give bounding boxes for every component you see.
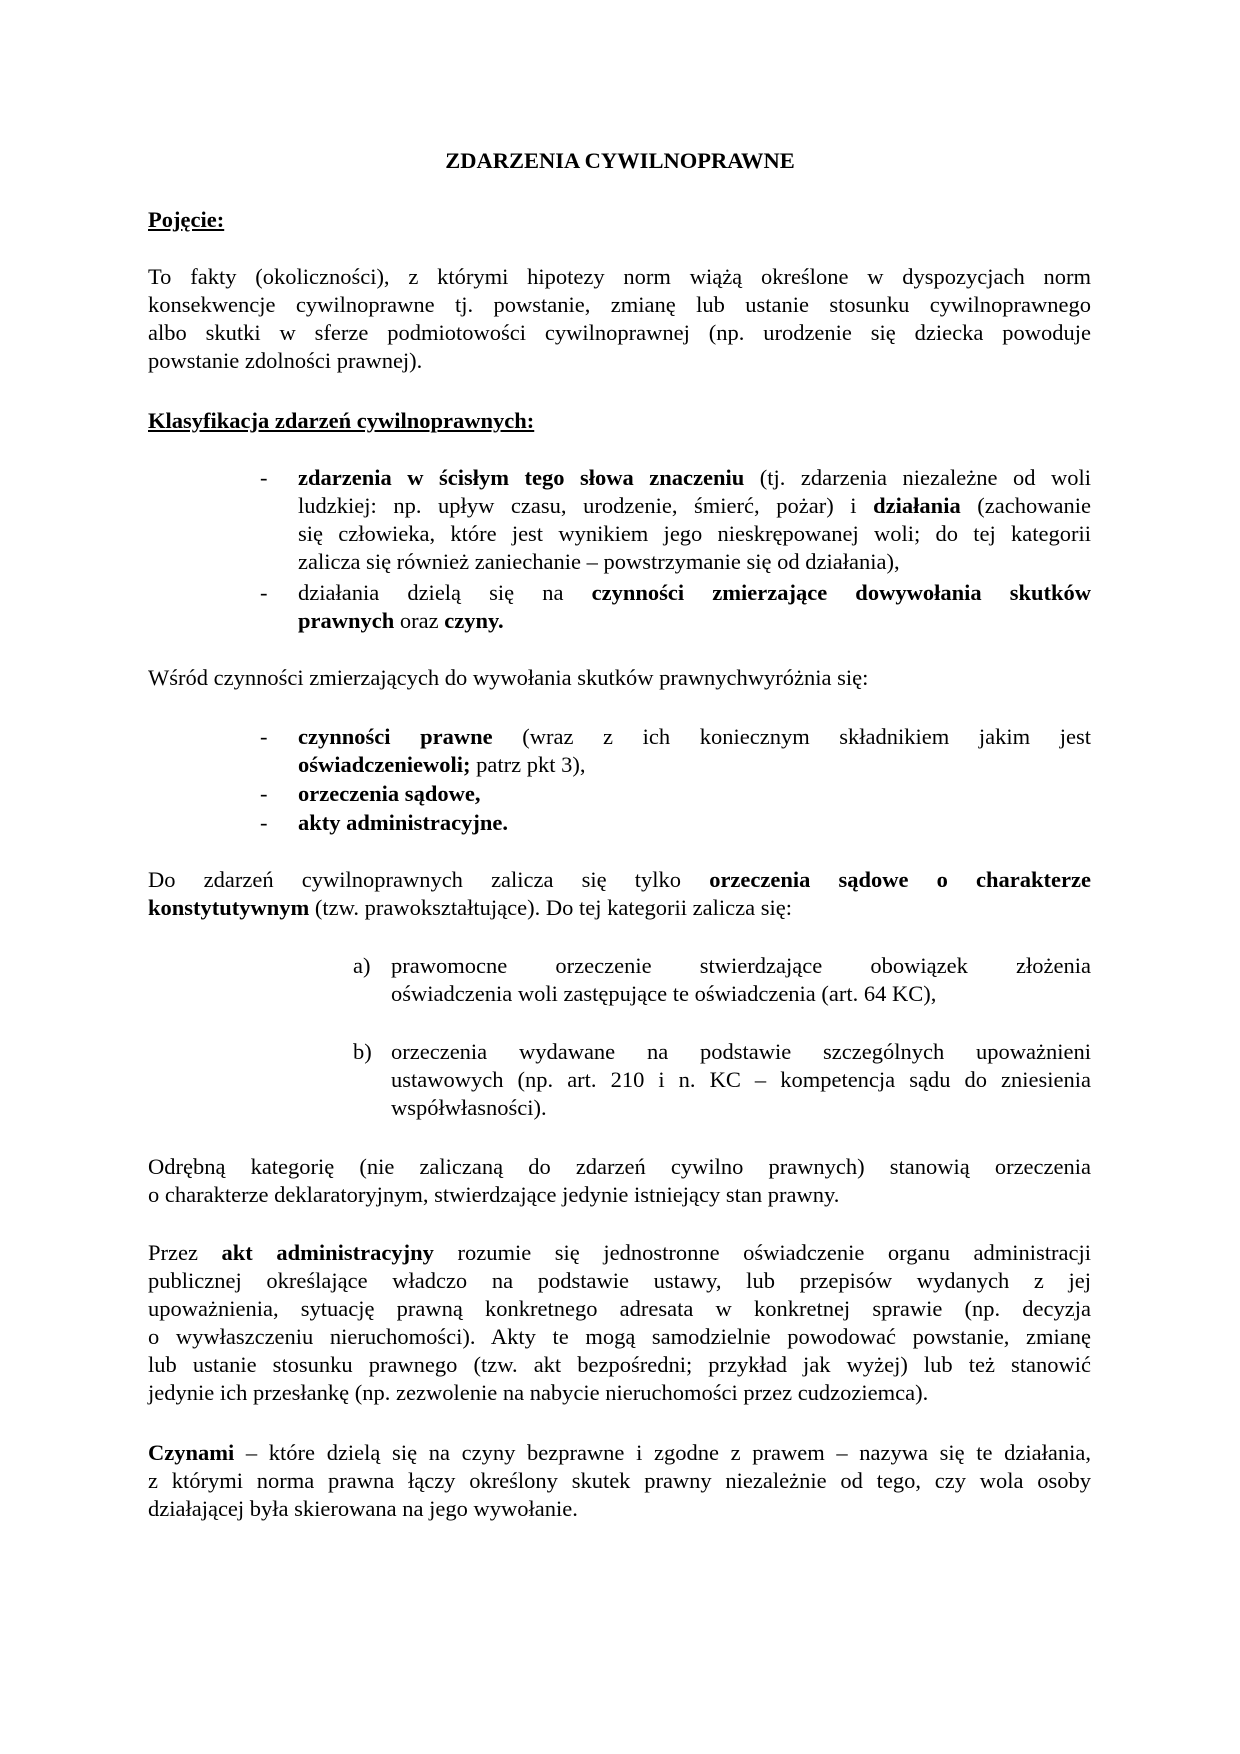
- text: Do zdarzeń cywilnoprawnych zalicza się tylko: [148, 867, 710, 892]
- text-line: [298, 492, 1091, 520]
- document-title: ZDARZENIA CYWILNOPRAWNE: [445, 148, 795, 173]
- bullet-czynnosci-prawne: [298, 723, 1091, 779]
- heading-klasyfikacja: Klasyfikacja zdarzeń cywilnoprawnych:: [148, 408, 535, 433]
- text: rozumie się jednostronne oświadczenie organu administracji: [433, 1240, 1092, 1265]
- text-line: [148, 664, 1091, 692]
- text: działania dzielą się na: [298, 580, 592, 605]
- text-line: [391, 1038, 1091, 1066]
- bullet-orzeczenia: [298, 780, 1091, 808]
- text: Wśród czynności zmierzających do wywołania skutków prawnychwyróżnia się:: [148, 665, 869, 690]
- text-line: [148, 291, 1091, 319]
- paragraph-wsrod: [148, 664, 1091, 692]
- text-line: [298, 607, 1091, 635]
- list-marker-a: a): [353, 953, 371, 978]
- text: oświadczenia woli zastępujące te oświadczenia (art. 64 KC),: [391, 981, 937, 1006]
- bullet-dash: -: [260, 465, 268, 490]
- text-line: [391, 1094, 1091, 1122]
- text: konsekwencje cywilnoprawne tj. powstanie, zmianę lub ustanie stosunku cywilnoprawnego: [148, 292, 1091, 317]
- text-line: [298, 780, 1091, 808]
- bold-text: orzeczenia sądowe,: [298, 781, 481, 806]
- bold-text: Czynami: [148, 1440, 235, 1465]
- paragraph-czyny: [148, 1439, 1091, 1523]
- text: zalicza się również zaniechanie – powstrzymanie się od działania),: [298, 549, 900, 574]
- text: o charakterze deklaratoryjnym, stwierdzające jedynie istniejący stan prawny.: [148, 1182, 840, 1207]
- paragraph-definition: [148, 263, 1091, 375]
- text-line: [298, 520, 1091, 548]
- text-line: [148, 1267, 1091, 1295]
- bullet-dash: -: [260, 810, 268, 835]
- list-marker-b: b): [353, 1039, 372, 1064]
- text: Przez: [148, 1240, 222, 1265]
- text: prawomocne orzeczenie stwierdzające obowiązek złożenia: [391, 953, 1091, 978]
- bold-text: czynności zmierzające dowywołania skutków: [591, 580, 1091, 605]
- text-line: [148, 866, 1091, 894]
- bold-text: czynności prawne: [298, 724, 493, 749]
- text: ustawowych (np. art. 210 i n. KC – kompetencja sądu do zniesienia: [391, 1067, 1091, 1092]
- text-line: [298, 723, 1091, 751]
- text: patrz pkt 3),: [470, 752, 586, 777]
- text-line: [148, 894, 1091, 922]
- text-line: [148, 1495, 1091, 1523]
- text-line: [391, 952, 1091, 980]
- text-line: [148, 1323, 1091, 1351]
- text-line: [148, 1439, 1091, 1467]
- text: działającej była skierowana na jego wywołanie.: [148, 1496, 578, 1521]
- text-line: [391, 980, 1091, 1008]
- bullet-dash: -: [260, 724, 268, 749]
- bullet-akty: [298, 809, 1091, 837]
- text-line: [148, 347, 1091, 375]
- text: (zachowanie: [960, 493, 1091, 518]
- text: ludzkiej: np. upływ czasu, urodzenie, śmierć, pożar) i: [298, 493, 874, 518]
- text: oraz: [394, 608, 445, 633]
- text-line: [391, 1066, 1091, 1094]
- bold-text: akt administracyjny: [221, 1240, 434, 1265]
- text-line: [298, 548, 1091, 576]
- text-line: [148, 319, 1091, 347]
- text: – które dzielą się na czyny bezprawne i zgodne z prawem – nazywa się te działania,: [234, 1440, 1091, 1465]
- bold-text: prawnych: [298, 608, 395, 633]
- text-line: [148, 1467, 1091, 1495]
- text: o wywłaszczeniu nieruchomości). Akty te mogą samodzielnie powodować powstanie, zmianę: [148, 1324, 1091, 1349]
- heading-pojecie: Pojęcie:: [148, 207, 225, 232]
- text-line: [148, 1181, 1091, 1209]
- text: powstanie zdolności prawnej).: [148, 348, 423, 373]
- text-line: [298, 464, 1091, 492]
- text: lub ustanie stosunku prawnego (tzw. akt bezpośredni; przykład jak wyżej) lub też stanowić: [148, 1352, 1091, 1377]
- paragraph-odrebna: [148, 1153, 1091, 1209]
- text: z którymi norma prawna łączy określony skutek prawny niezależnie od tego, czy wola osoby: [148, 1468, 1091, 1493]
- bullet-dzialania: [298, 579, 1091, 635]
- text-line: [148, 1379, 1091, 1407]
- text: (tj. zdarzenia niezależne od woli: [744, 465, 1091, 490]
- paragraph-akt-administracyjny: [148, 1239, 1091, 1407]
- bold-text: konstytutywnym: [148, 895, 310, 920]
- text-line: [298, 579, 1091, 607]
- paragraph-do-zdarzen: [148, 866, 1091, 922]
- bold-text: akty administracyjne.: [298, 810, 508, 835]
- text: upoważnienia, sytuację prawną konkretnego adresata w konkretnej sprawie (np. decyzja: [148, 1296, 1091, 1321]
- list-item-b: [391, 1038, 1091, 1122]
- text: jedynie ich przesłankę (np. zezwolenie na nabycie nieruchomości przez cudzoziemca).: [148, 1380, 929, 1405]
- bullet-zdarzenia: [298, 464, 1091, 576]
- text: Odrębną kategorię (nie zaliczaną do zdarzeń cywilno prawnych) stanowią orzeczenia: [148, 1154, 1091, 1179]
- text: (wraz z ich koniecznym składnikiem jakim jest: [492, 724, 1091, 749]
- bold-text: zdarzenia w ścisłym tego słowa znaczeniu: [298, 465, 745, 490]
- bold-text: działania: [873, 493, 961, 518]
- text-line: [148, 1153, 1091, 1181]
- bold-text: czyny.: [444, 608, 504, 633]
- text-line: [148, 1351, 1091, 1379]
- text: publicznej określające władczo na podstawie ustawy, lub przepisów wydanych z jej: [148, 1268, 1091, 1293]
- bullet-dash: -: [260, 580, 268, 605]
- bold-text: orzeczenia sądowe o charakterze: [709, 867, 1091, 892]
- text: albo skutki w sferze podmiotowości cywilnoprawnej (np. urodzenie się dziecka powoduje: [148, 320, 1091, 345]
- text: orzeczenia wydawane na podstawie szczególnych upoważnieni: [391, 1039, 1091, 1064]
- bold-text: oświadczeniewoli;: [298, 752, 471, 777]
- list-item-a: [391, 952, 1091, 1008]
- text: (tzw. prawokształtujące). Do tej kategorii zalicza się:: [309, 895, 792, 920]
- text: To fakty (okoliczności), z którymi hipotezy norm wiążą określone w dyspozycjach norm: [148, 264, 1091, 289]
- text-line: [148, 263, 1091, 291]
- text: się człowieka, które jest wynikiem jego nieskrępowanej woli; do tej kategorii: [298, 521, 1091, 546]
- text-line: [148, 1295, 1091, 1323]
- text-line: [298, 751, 1091, 779]
- text-line: [298, 809, 1091, 837]
- bullet-dash: -: [260, 781, 268, 806]
- text-line: [148, 1239, 1091, 1267]
- text: współwłasności).: [391, 1095, 547, 1120]
